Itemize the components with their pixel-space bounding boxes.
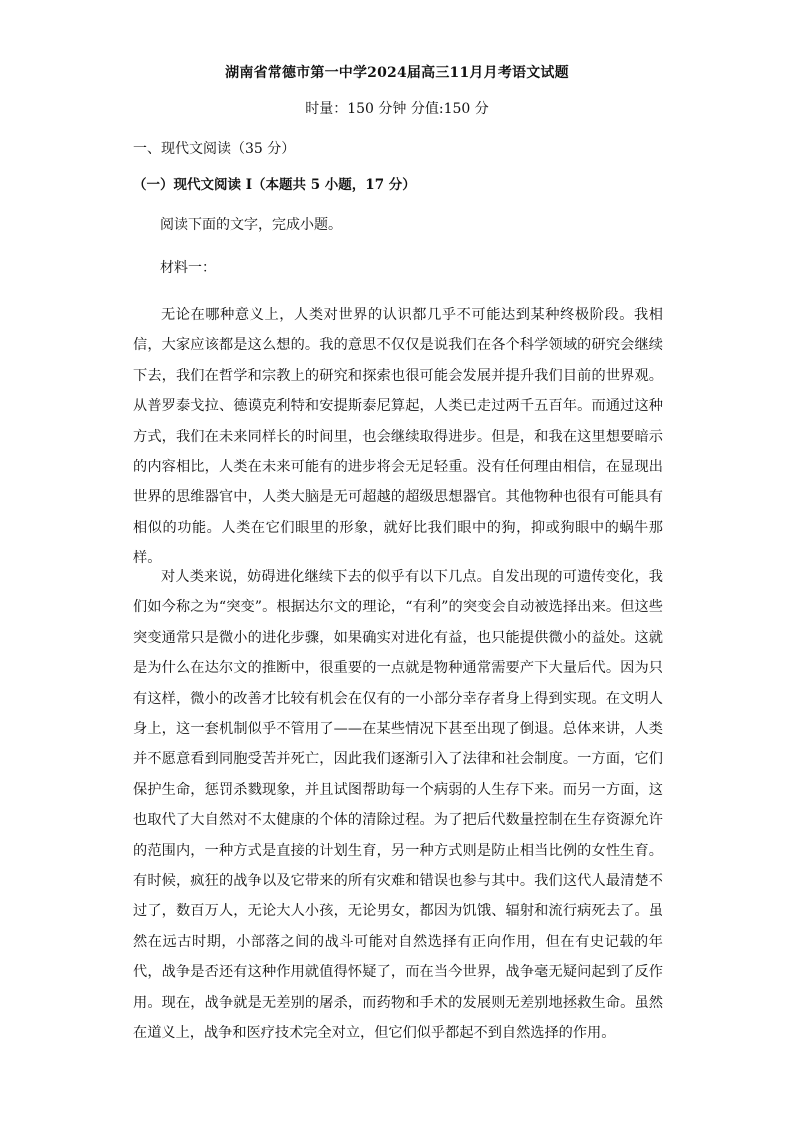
- section-heading: 一、现代文阅读（35 分）: [133, 141, 296, 157]
- paragraph-1: 无论在哪种意义上，人类对世界的认识都几乎不可能达到某种终极阶段。我相信，大家应该都是这么想的。我的意思不仅仅是说我们在各个科学领域的研究会继续下去，我们在哲学和宗教上的研究和探索也很可能会发展并提升我们目前的世界观。从普罗泰戈拉、德谟克利特和安提斯泰尼算起，人类已走过两千五百年。而通过这种方式，我们在未来同样长的时间里，也会继续取得进步。但是，和我在这里想要暗示的内容相比，人类在未来可能有的进步将会无足轻重。没有任何理由相信，在显现出世界的思维器官中，人类大脑是无可超越的超级思想器官。其他物种也很有可能具有相似的功能。人类在它们眼里的形象，就好比我们眼中的狗，抑或狗眼中的蜗牛那样。: [133, 307, 663, 567]
- subsection-heading: （一）现代文阅读 I（本题共 5 小题，17 分）: [133, 177, 416, 193]
- paragraph-2: 对人类来说，妨碍进化继续下去的似乎有以下几点。自发出现的可遗传变化，我们如今称之为“突变”。根据达尔文的理论，“有利”的突变会自动被选择出来。但这些突变通常只是微小的进化步骤，如果确实对进化有益，也只能提供微小的益处。这就是为什么在达尔文的推断中，很重要的一点就是物种通常需要产下大量后代。因为只有这样，微小的改善才比较有机会在仅有的一小部分幸存者身上得到实现。在文明人身上，这一套机制似乎不管用了——在某些情况下甚至出现了倒退。总体来讲，人类并不愿意看到同胞受苦并死亡，因此我们逐渐引入了法律和社会制度。一方面，它们保护生命，惩罚杀戮现象，并且试图帮助每一个病弱的人生存下来。而另一方面，这也取代了大自然对不太健康的个体的清除过程。为了把后代数量控制在生存资源允许的范围内，一种方式是直接的计划生育，另一种方式则是防止相当比例的女性生育。有时候，疯狂的战争以及它带来的所有灾难和错误也参与其中。我们这代人最清楚不过了，数百万人，无论大人小孩，无论男女，都因为饥饿、辐射和流行病死去了。虽然在远古时期，小部落之间的战斗可能对自然选择有正向作用，但在有史记载的年代，战争是否还有这种作用就值得怀疑了，而在当今世界，战争毫无疑问起到了反作用。现在，战争就是无差别的屠杀，而药物和手术的发展则无差别地拯救生命。虽然在道义上，战争和医疗技术完全对立，但它们似乎都起不到自然选择的作用。: [133, 569, 663, 1042]
- reading-instruction: 阅读下面的文字，完成小题。: [160, 217, 342, 233]
- exam-title: 湖南省常德市第一中学2024届高三11月月考语文试题: [225, 65, 569, 81]
- material-label: 材料一：: [160, 260, 216, 276]
- exam-time-and-score: 时量：150 分钟 分值:150 分: [305, 101, 489, 117]
